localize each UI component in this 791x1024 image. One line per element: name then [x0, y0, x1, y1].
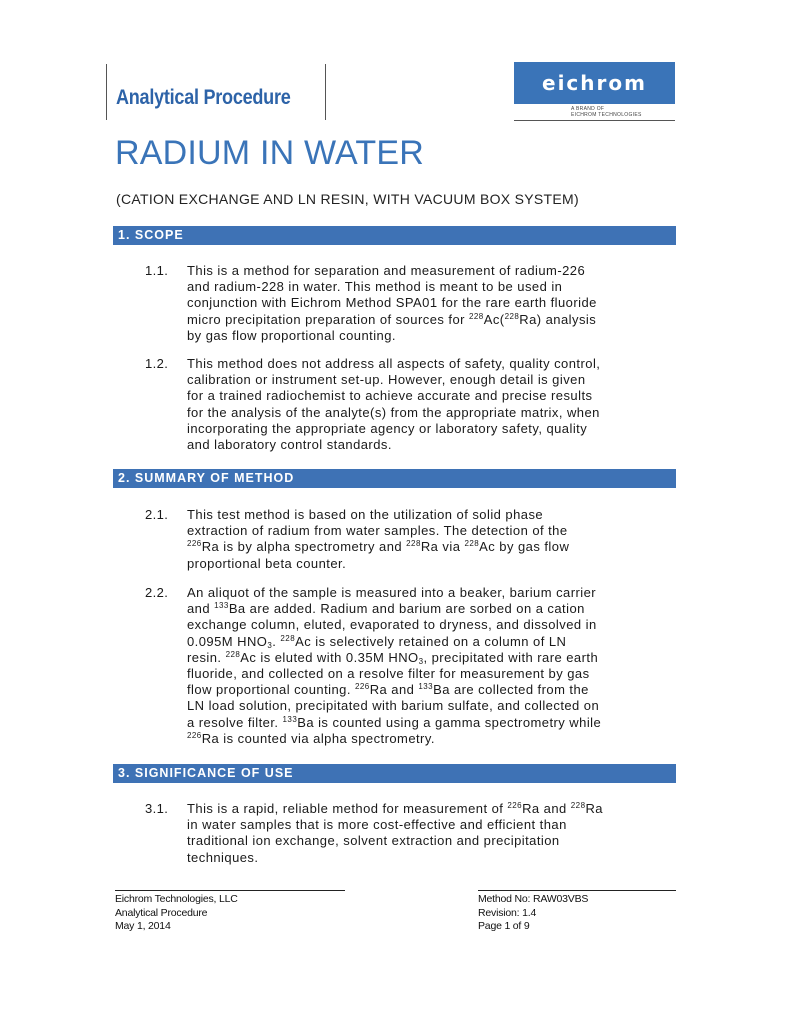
header-title: Analytical Procedure — [116, 86, 291, 109]
footer-company: Eichrom Technologies, LLC — [115, 893, 238, 905]
paragraph-number: 1.1. — [145, 263, 169, 278]
text-line: and $^{133}$Ba are added. Radium and barium are sorbed on a cation — [187, 601, 585, 617]
footer-doc-type: Analytical Procedure — [115, 906, 208, 919]
section-heading-label: 2. SUMMARY OF METHOD — [118, 471, 295, 485]
text-line: $^{226}$Ra is by alpha spectrometry and $^{228}$Ra via $^{228}$Ac by gas flow — [187, 539, 570, 555]
footer-left — [115, 893, 238, 934]
text-line: This is a method for separation and measurement of radium-226 — [187, 263, 586, 278]
text-line: 0.095M $HNO_3$. $^{228}$Ac is selectively retained on a column of LN — [187, 633, 567, 650]
text-line: for the analysis of the analyte(s) from the appropriate matrix, when — [187, 404, 600, 420]
footer-rule-right — [478, 890, 676, 891]
header-right-rule — [514, 120, 675, 121]
footer-rule-left — [115, 890, 345, 891]
paragraph-number: 2.2. — [145, 585, 169, 600]
footer-page-number: Page 1 of 9 — [478, 920, 530, 932]
logo-subtitle: A BRAND OF EICHROM TECHNOLOGIES — [571, 106, 642, 118]
text-line: calibration or instrument set-up. However, enough detail is given — [187, 372, 586, 388]
section-heading-scope — [113, 226, 676, 245]
header-left-rule — [106, 64, 107, 120]
text-line: fluoride, and collected on a resolve filter for measurement by gas — [187, 666, 590, 682]
section-heading-summary — [113, 469, 676, 488]
text-line: exchange column, eluted, evaporated to dryness, and dissolved in — [187, 617, 597, 633]
section-heading-label: 3. SIGNIFICANCE OF USE — [118, 766, 294, 780]
paragraph-2-2 — [187, 585, 687, 747]
eichrom-logo: eichrom — [542, 71, 647, 95]
text-line: traditional ion exchange, solvent extraction and precipitation — [187, 833, 560, 849]
text-line: for a trained radiochemist to achieve accurate and precise results — [187, 388, 593, 404]
text-line: This is a rapid, reliable method for measurement of $^{226}$Ra and $^{228}$Ra — [187, 801, 603, 816]
text-line: and laboratory control standards. — [187, 437, 392, 453]
document-title: RADIUM IN WATER — [115, 134, 424, 172]
paragraph-1-2 — [187, 356, 687, 453]
text-line: and radium-228 in water. This method is meant to be used in — [187, 279, 563, 295]
paragraph-2-1 — [187, 507, 687, 572]
text-line: An aliquot of the sample is measured into a beaker, barium carrier — [187, 585, 597, 600]
paragraph-3-1 — [187, 801, 687, 866]
paragraph-number: 1.2. — [145, 356, 169, 371]
paragraph-number: 3.1. — [145, 801, 169, 816]
text-line: LN load solution, precipitated with barium sulfate, and collected on — [187, 698, 600, 714]
text-line: proportional beta counter. — [187, 555, 347, 571]
text-line: by gas flow proportional counting. — [187, 327, 396, 343]
footer-revision: Revision: 1.4 — [478, 906, 537, 919]
footer-right — [478, 893, 588, 934]
text-line: a resolve filter. $^{133}$Ba is counted using a gamma spectrometry while — [187, 714, 602, 730]
text-line: in water samples that is more cost-effective and efficient than — [187, 817, 567, 833]
section-heading-label: 1. SCOPE — [118, 228, 184, 242]
paragraph-1-1 — [187, 263, 687, 344]
paragraph-number: 2.1. — [145, 507, 169, 522]
header-mid-rule — [325, 64, 326, 120]
text-line: $^{226}$Ra is counted via alpha spectrometry. — [187, 730, 435, 746]
footer-date: May 1, 2014 — [115, 920, 171, 932]
section-heading-significance — [113, 764, 676, 783]
text-line: micro precipitation preparation of sources for $^{228}$Ac($^{228}$Ra) analysis — [187, 311, 597, 327]
text-line: conjunction with Eichrom Method SPA01 for the rare earth fluoride — [187, 295, 597, 311]
document-subtitle: (CATION EXCHANGE AND LN RESIN, WITH VACUUM BOX SYSTEM) — [116, 191, 579, 207]
text-line: resin. $^{228}$Ac is eluted with 0.35M $HNO_3$, precipitated with rare earth — [187, 649, 599, 666]
text-line: This method does not address all aspects of safety, quality control, — [187, 356, 601, 371]
footer-method-number: Method No: RAW03VBS — [478, 893, 589, 905]
text-line: flow proportional counting. $^{226}$Ra and $^{133}$Ba are collected from the — [187, 682, 589, 698]
text-line: This test method is based on the utilization of solid phase — [187, 507, 544, 522]
text-line: incorporating the appropriate agency or laboratory safety, quality — [187, 420, 588, 436]
text-line: techniques. — [187, 849, 259, 865]
text-line: extraction of radium from water samples. The detection of the — [187, 523, 568, 539]
